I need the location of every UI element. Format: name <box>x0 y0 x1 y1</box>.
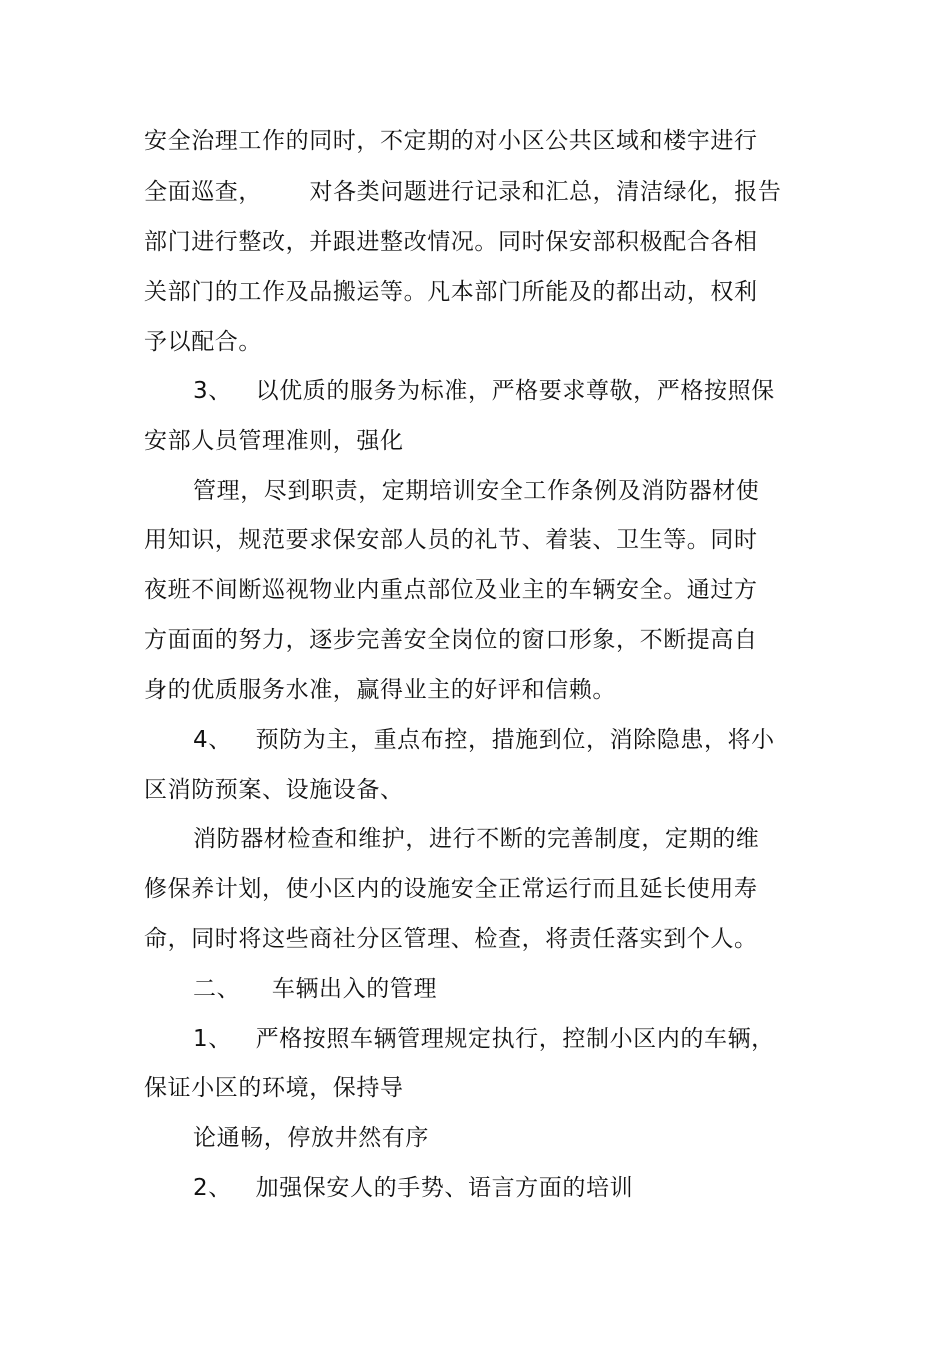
text-line: 部门进行整改，并跟进整改情况。同时保安部积极配合各相 <box>144 229 758 255</box>
text-line: 全面巡查， 对各类问题进行记录和汇总，清洁绿化，报告 <box>144 179 782 205</box>
section-heading: 二、 车辆出入的管理 <box>193 976 438 1002</box>
text-line: 修保养计划，使小区内的设施安全正常运行而且延长使用寿 <box>144 876 758 902</box>
text-line: 安全治理工作的同时，不定期的对小区公共区域和楼宇进行 <box>144 128 758 154</box>
text-line: 区消防预案、设施设备、 <box>144 777 404 803</box>
text-line: 方面面的努力，逐步完善安全岗位的窗口形象，不断提高自 <box>144 627 758 653</box>
text-line: 消防器材检查和维护，进行不断的完善制度，定期的维 <box>193 826 760 852</box>
text-line: 身的优质服务水准，赢得业主的好评和信赖。 <box>144 677 616 703</box>
text-line: 3、 以优质的服务为标准，严格要求尊敬，严格按照保 <box>193 378 775 404</box>
text-line: 1、 严格按照车辆管理规定执行，控制小区内的车辆， <box>193 1026 775 1052</box>
text-line: 命，同时将这些商社分区管理、检查，将责任落实到个人。 <box>144 926 758 952</box>
text-line: 4、 预防为主，重点布控，措施到位，消除隐患，将小 <box>193 727 775 753</box>
text-line: 夜班不间断巡视物业内重点部位及业主的车辆安全。通过方 <box>144 577 758 603</box>
text-line: 予以配合。 <box>144 329 262 355</box>
text-line: 关部门的工作及品搬运等。凡本部门所能及的都出动，权利 <box>144 279 758 305</box>
text-line: 论通畅，停放井然有序 <box>193 1125 429 1151</box>
text-line: 安部人员管理准则，强化 <box>144 428 404 454</box>
text-line: 保证小区的环境，保持导 <box>144 1075 404 1101</box>
text-line: 用知识，规范要求保安部人员的礼节、着装、卫生等。同时 <box>144 527 758 553</box>
text-line: 2、 加强保安人的手势、语言方面的培训 <box>193 1175 634 1201</box>
text-line: 管理，尽到职责，定期培训安全工作条例及消防器材使 <box>193 478 760 504</box>
